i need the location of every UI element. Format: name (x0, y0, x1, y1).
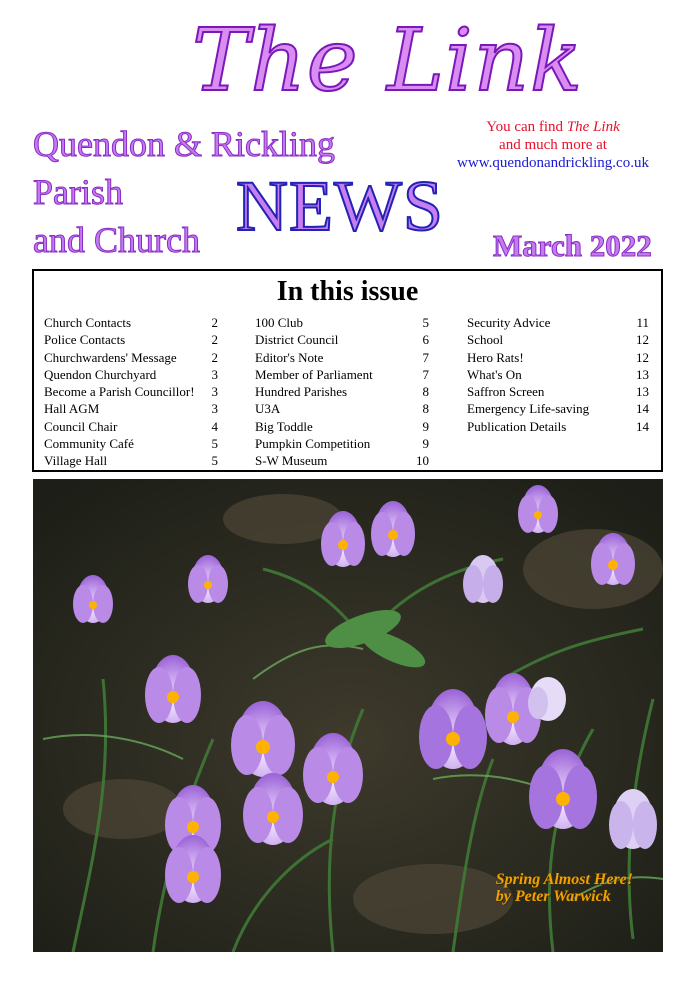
contents-box (32, 269, 663, 472)
contents-item-page: 14 (636, 401, 649, 417)
news-heading: NEWS (236, 166, 444, 246)
parish-name-line1: Quendon & Rickling (33, 124, 335, 164)
photo-caption (496, 871, 633, 905)
website-link[interactable]: www.quendonandrickling.co.uk (457, 155, 649, 171)
contents-item-page: 9 (422, 418, 429, 434)
contents-item[interactable] (44, 400, 218, 417)
contents-item-page: 3 (211, 401, 218, 417)
contents-item-page: 11 (636, 315, 649, 330)
contents-item[interactable] (44, 314, 218, 331)
contents-item-page: 10 (416, 453, 429, 469)
caption-credit: by Peter Warwick (495, 888, 611, 905)
contents-item-title: Police Contacts (44, 332, 126, 348)
contents-item-page: 8 (422, 384, 429, 400)
contents-item[interactable] (255, 349, 429, 366)
contents-item-title: Hero Rats! (467, 349, 524, 365)
contents-column-2 (255, 314, 429, 470)
contents-item-page: 5 (211, 436, 218, 452)
contents-item-page: 9 (422, 436, 429, 452)
contents-item-page: 7 (422, 366, 429, 382)
contents-column-1 (44, 314, 218, 470)
contents-item-page: 5 (422, 315, 429, 330)
parish-name-line3: and Church (33, 220, 200, 260)
contents-item-title: S-W Museum (255, 453, 328, 469)
find-suffix: and much more at (499, 137, 607, 153)
contents-item[interactable] (44, 366, 218, 383)
contents-item-title: Hundred Parishes (255, 384, 348, 400)
contents-heading: In this issue (276, 276, 419, 307)
contents-item-title: Council Chair (44, 418, 118, 434)
contents-item-title: District Council (255, 332, 339, 348)
contents-item-page: 13 (636, 384, 649, 400)
contents-item-page: 6 (422, 332, 429, 348)
contents-column-3 (467, 314, 649, 435)
website-notice (448, 118, 658, 172)
contents-item-title: Become a Parish Councillor! (44, 384, 195, 400)
contents-item-page: 3 (211, 366, 218, 382)
caption-title: Spring Almost Here! (495, 871, 633, 888)
newsletter-title: The Link (192, 11, 584, 111)
contents-item[interactable] (44, 331, 218, 348)
contents-item-title: Editor's Note (255, 349, 324, 365)
contents-item[interactable] (255, 452, 429, 469)
contents-item-title: U3A (255, 401, 281, 417)
contents-item[interactable] (467, 314, 649, 331)
contents-item[interactable] (467, 331, 649, 348)
contents-item-page: 7 (422, 349, 429, 365)
contents-item-page: 13 (636, 366, 649, 382)
contents-item-page: 2 (211, 349, 218, 365)
contents-item[interactable] (255, 418, 429, 435)
contents-item[interactable] (467, 418, 649, 435)
contents-item[interactable] (44, 383, 218, 400)
contents-item[interactable] (255, 400, 429, 417)
contents-item-title: Big Toddle (255, 418, 313, 434)
contents-item-page: 12 (636, 332, 649, 348)
contents-item[interactable] (255, 435, 429, 452)
contents-item-page: 2 (211, 315, 218, 330)
contents-item[interactable] (467, 366, 649, 383)
contents-item-title: Quendon Churchyard (44, 366, 157, 382)
contents-item[interactable] (255, 314, 429, 331)
contents-item-page: 8 (422, 401, 429, 417)
contents-item-page: 3 (211, 384, 218, 400)
contents-item-title: Publication Details (467, 418, 567, 434)
contents-item-title: Emergency Life-saving (467, 401, 590, 417)
contents-item[interactable] (467, 400, 649, 417)
contents-item-title: 100 Club (255, 315, 304, 330)
contents-item[interactable] (44, 435, 218, 452)
find-prefix: You can find (486, 119, 564, 135)
contents-item[interactable] (255, 331, 429, 348)
contents-item-title: Church Contacts (44, 315, 132, 330)
issue-date: March 2022 (493, 228, 652, 263)
contents-item-title: School (467, 332, 504, 348)
contents-item[interactable] (44, 418, 218, 435)
contents-item[interactable] (255, 383, 429, 400)
contents-item-title: What's On (467, 366, 522, 382)
find-title: The Link (566, 119, 620, 135)
contents-item[interactable] (467, 349, 649, 366)
contents-item-title: Hall AGM (44, 401, 100, 417)
parish-name-line2: Parish (33, 172, 123, 212)
contents-item-page: 4 (211, 418, 218, 434)
contents-item[interactable] (44, 349, 218, 366)
contents-item[interactable] (44, 452, 218, 469)
contents-item-title: Member of Parliament (255, 366, 373, 382)
cover-photo (33, 479, 663, 952)
contents-item-title: Village Hall (44, 453, 108, 469)
contents-item-title: Pumpkin Competition (255, 436, 371, 452)
contents-item[interactable] (255, 366, 429, 383)
contents-item-title: Churchwardens' Message (44, 349, 177, 365)
contents-item-page: 12 (636, 349, 649, 365)
contents-item-title: Security Advice (467, 315, 551, 330)
contents-item-title: Community Café (44, 436, 134, 452)
contents-item-page: 2 (211, 332, 218, 348)
contents-item-title: Saffron Screen (467, 384, 545, 400)
contents-item-page: 5 (211, 453, 218, 469)
contents-item-page: 14 (636, 418, 649, 434)
contents-item[interactable] (467, 383, 649, 400)
